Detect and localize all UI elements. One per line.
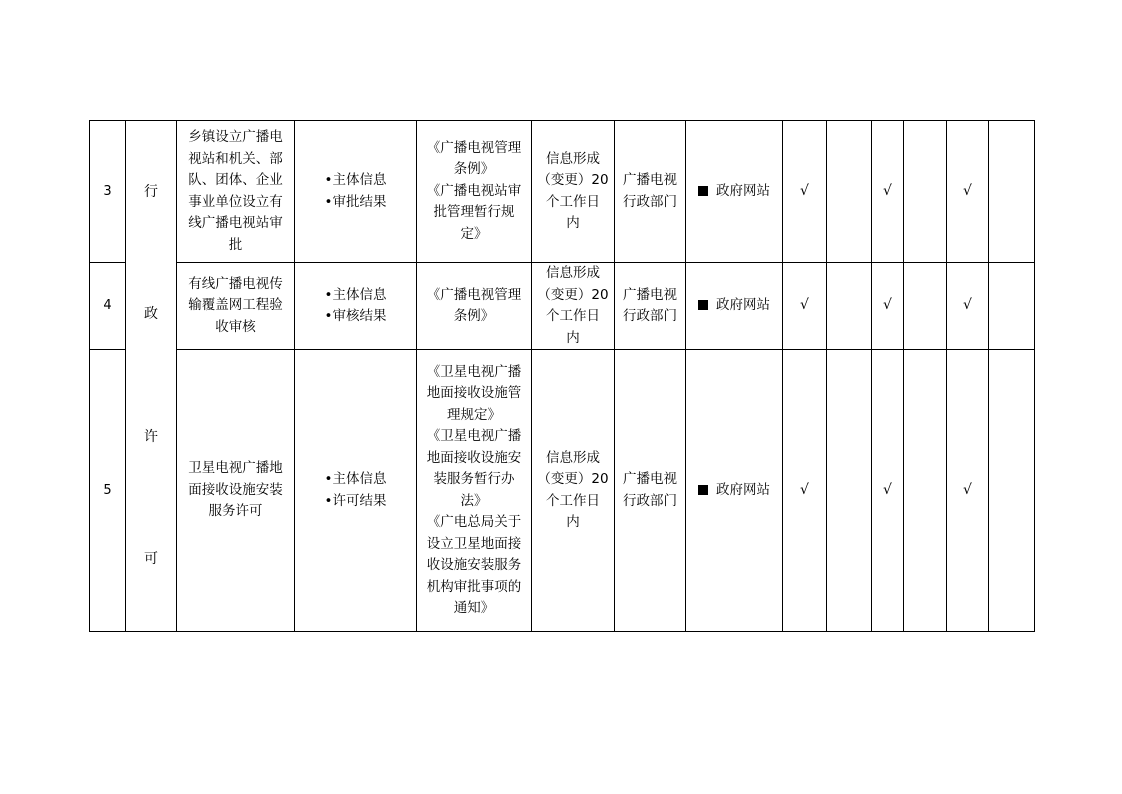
time-limit-cell bbox=[532, 263, 615, 350]
item-name-line: 收审核 bbox=[215, 318, 256, 335]
check-mark: √ bbox=[800, 481, 809, 498]
department-line: 行政部门 bbox=[623, 193, 677, 210]
department-line: 广播电视 bbox=[623, 286, 677, 303]
square-bullet-icon bbox=[698, 186, 708, 196]
item-name-line: 输覆盖网工程验 bbox=[188, 297, 283, 314]
time-limit-line: （变更）20 bbox=[537, 471, 609, 487]
index-cell bbox=[90, 263, 126, 350]
basis-line: 收设施安装服务 bbox=[426, 557, 522, 573]
time-limit-line: 个工作日 bbox=[546, 492, 600, 509]
time-limit-line: 内 bbox=[566, 215, 580, 231]
department-line: 广播电视 bbox=[623, 471, 677, 487]
basis-line: 定》 bbox=[460, 225, 488, 242]
item-name-cell bbox=[177, 121, 295, 263]
check-cell bbox=[872, 350, 904, 632]
table-row bbox=[90, 350, 1035, 632]
basis-line: 法》 bbox=[460, 492, 488, 509]
index-cell bbox=[90, 121, 126, 263]
content-item: •审核结果 bbox=[324, 308, 387, 324]
department-cell bbox=[615, 263, 686, 350]
check-cell bbox=[872, 263, 904, 350]
department-cell bbox=[615, 350, 686, 632]
item-name-line: 线广播电视站审 bbox=[188, 215, 283, 231]
basis-line: 条例》 bbox=[453, 308, 495, 324]
time-limit-line: 内 bbox=[566, 514, 580, 530]
check-cell bbox=[904, 263, 947, 350]
check-cell bbox=[947, 350, 989, 632]
check-mark: √ bbox=[883, 481, 892, 498]
category-char: 许 bbox=[144, 428, 158, 445]
check-mark: √ bbox=[963, 297, 972, 314]
channel-cell bbox=[686, 121, 783, 263]
row-index: 3 bbox=[103, 183, 112, 199]
content-cell bbox=[295, 350, 417, 632]
check-cell bbox=[904, 350, 947, 632]
item-name-line: 队、团体、企业 bbox=[188, 172, 283, 188]
basis-cell bbox=[417, 263, 532, 350]
basis-cell bbox=[417, 350, 532, 632]
check-cell bbox=[783, 350, 827, 632]
check-cell bbox=[989, 263, 1035, 350]
table-row bbox=[90, 121, 1035, 263]
item-name-line: 乡镇设立广播电 bbox=[188, 129, 283, 145]
item-name-line: 面接收设施安装 bbox=[188, 481, 283, 498]
category-char: 可 bbox=[144, 551, 158, 567]
content-item: •许可结果 bbox=[324, 492, 387, 509]
item-name-cell bbox=[177, 350, 295, 632]
content-cell bbox=[295, 121, 417, 263]
category-char: 政 bbox=[144, 306, 158, 322]
time-limit-line: （变更）20 bbox=[537, 286, 609, 303]
channel-label: 政府网站 bbox=[716, 481, 770, 498]
check-cell bbox=[947, 263, 989, 350]
check-cell bbox=[783, 263, 827, 350]
basis-line: 《广播电视管理 bbox=[426, 139, 522, 156]
content-cell bbox=[295, 263, 417, 350]
time-limit-line: 信息形成 bbox=[546, 150, 600, 167]
basis-line: 条例》 bbox=[453, 161, 495, 178]
item-name-line: 卫星电视广播地 bbox=[188, 460, 283, 477]
index-cell bbox=[90, 350, 126, 632]
basis-line: 通知》 bbox=[453, 600, 495, 616]
time-limit-cell bbox=[532, 350, 615, 632]
square-bullet-icon bbox=[698, 300, 708, 310]
channel-cell bbox=[686, 263, 783, 350]
check-cell bbox=[783, 121, 827, 263]
basis-line: 理规定》 bbox=[447, 406, 501, 423]
table-row bbox=[90, 263, 1035, 350]
check-cell bbox=[989, 121, 1035, 263]
basis-line: 《卫星电视广播 bbox=[426, 428, 522, 444]
basis-line: 地面接收设施管 bbox=[426, 385, 522, 401]
check-mark: √ bbox=[800, 182, 809, 199]
item-name-line: 服务许可 bbox=[208, 503, 263, 520]
department-line: 行政部门 bbox=[623, 308, 677, 324]
channel-cell bbox=[686, 350, 783, 632]
check-cell bbox=[947, 121, 989, 263]
check-cell bbox=[872, 121, 904, 263]
department-line: 广播电视 bbox=[623, 172, 677, 188]
item-name-line: 视站和机关、部 bbox=[188, 150, 283, 167]
time-limit-line: 个工作日 bbox=[546, 308, 600, 324]
basis-line: 《广播电视管理 bbox=[426, 286, 522, 303]
basis-line: 设立卫星地面接 bbox=[426, 535, 522, 552]
channel-label: 政府网站 bbox=[716, 182, 770, 199]
basis-line: 地面接收设施安 bbox=[426, 449, 522, 466]
basis-line: 《卫星电视广播 bbox=[426, 363, 522, 380]
basis-line: 机构审批事项的 bbox=[426, 578, 522, 595]
content-item: •主体信息 bbox=[324, 172, 387, 188]
row-index: 5 bbox=[103, 482, 112, 498]
category-cell bbox=[126, 121, 177, 632]
check-cell bbox=[827, 263, 872, 350]
basis-line: 《广播电视站审 bbox=[426, 182, 522, 199]
content-item: •主体信息 bbox=[324, 471, 387, 487]
basis-line: 批管理暂行规 bbox=[433, 204, 515, 221]
check-mark: √ bbox=[963, 481, 972, 498]
time-limit-line: 信息形成 bbox=[546, 449, 600, 466]
channel-label: 政府网站 bbox=[716, 297, 770, 314]
time-limit-line: 个工作日 bbox=[546, 193, 600, 210]
content-item: •审批结果 bbox=[324, 193, 387, 210]
department-cell bbox=[615, 121, 686, 263]
time-limit-line: 信息形成 bbox=[546, 265, 600, 281]
check-mark: √ bbox=[883, 182, 892, 199]
time-limit-line: 内 bbox=[566, 329, 580, 346]
disclosure-table bbox=[89, 120, 1035, 632]
department-line: 行政部门 bbox=[623, 492, 677, 509]
row-index: 4 bbox=[103, 298, 112, 314]
check-cell bbox=[904, 121, 947, 263]
time-limit-line: （变更）20 bbox=[537, 172, 609, 188]
item-name-line: 有线广播电视传 bbox=[188, 275, 283, 292]
basis-cell bbox=[417, 121, 532, 263]
content-item: •主体信息 bbox=[324, 286, 387, 303]
check-mark: √ bbox=[883, 297, 892, 314]
item-name-line: 事业单位设立有 bbox=[188, 193, 283, 210]
check-cell bbox=[989, 350, 1035, 632]
time-limit-cell bbox=[532, 121, 615, 263]
item-name-cell bbox=[177, 263, 295, 350]
check-cell bbox=[827, 121, 872, 263]
basis-line: 《广电总局关于 bbox=[426, 514, 522, 530]
check-cell bbox=[827, 350, 872, 632]
square-bullet-icon bbox=[698, 485, 708, 495]
category-char: 行 bbox=[144, 183, 158, 200]
check-mark: √ bbox=[800, 297, 809, 314]
basis-line: 装服务暂行办 bbox=[433, 471, 515, 487]
check-mark: √ bbox=[963, 182, 972, 199]
item-name-line: 批 bbox=[228, 236, 243, 253]
